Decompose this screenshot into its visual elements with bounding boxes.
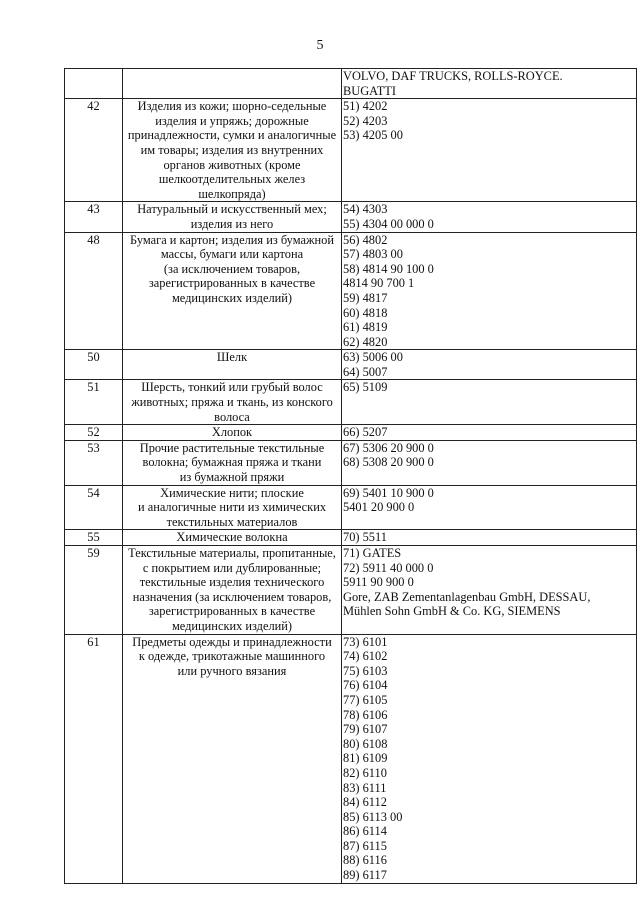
code-line: 61) 4819 bbox=[343, 320, 388, 335]
group-name-cell bbox=[123, 546, 342, 635]
table-row bbox=[65, 634, 637, 883]
codes-cell bbox=[342, 69, 637, 99]
code-line: 83) 6111 bbox=[343, 780, 387, 795]
group-name-line: Текстильные материалы, пропитанные, bbox=[128, 546, 336, 560]
codes-cell bbox=[342, 202, 637, 232]
code-line: 57) 4803 00 bbox=[343, 247, 403, 262]
group-name-line: им товары; изделия из внутренних bbox=[140, 142, 324, 157]
table-row bbox=[65, 99, 637, 202]
group-name-line: Химические нити; плоские bbox=[160, 485, 304, 500]
code-line: 85) 6113 00 bbox=[343, 809, 403, 824]
codes-cell bbox=[342, 546, 637, 635]
code-line: 69) 5401 10 900 0 bbox=[343, 485, 434, 500]
code-line: 73) 6101 bbox=[343, 634, 388, 649]
group-number-cell: 51 bbox=[65, 380, 123, 425]
code-line: 81) 6109 bbox=[343, 751, 388, 766]
codes-cell bbox=[342, 634, 637, 883]
code-line: 63) 5006 00 bbox=[343, 350, 403, 365]
group-name-cell bbox=[123, 530, 342, 546]
code-line: VOLVO, DAF TRUCKS, ROLLS-ROYCE. bbox=[343, 69, 563, 83]
group-number-cell: 61 bbox=[65, 634, 123, 883]
code-line: 76) 6104 bbox=[343, 678, 388, 693]
group-number-cell: 42 bbox=[65, 99, 123, 202]
group-name-line: медицинских изделий) bbox=[171, 290, 293, 305]
code-line: 62) 4820 bbox=[343, 334, 388, 349]
group-name-cell bbox=[123, 232, 342, 350]
group-number-cell: 55 bbox=[65, 530, 123, 546]
codes-cell bbox=[342, 425, 637, 441]
group-name-line: органов животных (кроме bbox=[163, 157, 301, 172]
group-number-cell: 54 bbox=[65, 485, 123, 530]
code-line: 66) 5207 bbox=[343, 425, 388, 440]
group-name-cell bbox=[123, 440, 342, 485]
group-number-cell: 48 bbox=[65, 232, 123, 350]
group-name-line: из бумажной пряжи bbox=[179, 470, 285, 485]
group-name-line: животных; пряжа и ткань, из конского bbox=[131, 395, 333, 410]
code-line: 56) 4802 bbox=[343, 232, 388, 247]
group-name-line: зарегистрированных в качестве bbox=[148, 604, 316, 619]
code-line: Gore, ZAB Zementanlagenbau GmbH, DESSAU, bbox=[343, 589, 591, 604]
code-line: 80) 6108 bbox=[343, 736, 388, 751]
code-line: 87) 6115 bbox=[343, 838, 387, 853]
group-name-line: волоса bbox=[214, 409, 250, 424]
code-line: 5911 90 900 0 bbox=[343, 575, 414, 590]
code-line: 53) 4205 00 bbox=[343, 128, 403, 143]
group-name-cell bbox=[123, 99, 342, 202]
group-number-cell: 52 bbox=[65, 425, 123, 441]
group-name-line: зарегистрированных в качестве bbox=[148, 276, 316, 291]
group-name-cell bbox=[123, 380, 342, 425]
code-line: 55) 4304 00 000 0 bbox=[343, 216, 434, 231]
table-row bbox=[65, 232, 637, 350]
group-number-cell: 43 bbox=[65, 202, 123, 232]
group-name-line: назначения (за исключением товаров, bbox=[132, 589, 332, 604]
code-line: 67) 5306 20 900 0 bbox=[343, 440, 434, 455]
codes-cell bbox=[342, 350, 637, 380]
goods-table bbox=[64, 68, 637, 884]
group-name-cell bbox=[123, 69, 342, 99]
code-line: 82) 6110 bbox=[343, 765, 387, 780]
group-name-line: принадлежности, сумки и аналогичные bbox=[127, 128, 337, 143]
codes-cell bbox=[342, 380, 637, 425]
code-line: Mühlen Sohn GmbH & Co. KG, SIEMENS bbox=[343, 604, 561, 619]
group-name-line: шелкопряда) bbox=[198, 186, 266, 201]
code-line: 86) 6114 bbox=[343, 824, 387, 839]
code-line: 64) 5007 bbox=[343, 364, 388, 379]
code-line: 74) 6102 bbox=[343, 649, 388, 664]
group-number-cell: 53 bbox=[65, 440, 123, 485]
group-name-line: Прочие растительные текстильные bbox=[139, 440, 325, 455]
code-line: 88) 6116 bbox=[343, 853, 387, 868]
code-line: 71) GATES bbox=[343, 546, 402, 560]
group-number-cell: 50 bbox=[65, 350, 123, 380]
group-name-line: текстильных материалов bbox=[166, 514, 298, 529]
group-name-line: Химические волокна bbox=[176, 530, 288, 545]
group-name-line: изделия из него bbox=[190, 216, 274, 231]
codes-cell bbox=[342, 530, 637, 546]
table-row bbox=[65, 350, 637, 380]
table-row bbox=[65, 425, 637, 441]
group-name-line: Хлопок bbox=[211, 425, 253, 440]
group-name-line: текстильные изделия технического bbox=[139, 575, 325, 590]
group-name-line: с покрытием или дублированные; bbox=[142, 560, 322, 575]
group-name-line: волокна; бумажная пряжа и ткани bbox=[142, 455, 322, 470]
code-line: 4814 90 700 1 bbox=[343, 276, 415, 291]
code-line: 75) 6103 bbox=[343, 663, 388, 678]
code-line: 60) 4818 bbox=[343, 305, 388, 320]
group-name-line: Изделия из кожи; шорно-седельные bbox=[137, 99, 327, 114]
table-row bbox=[65, 485, 637, 530]
group-name-line: шелкоотделительных желез bbox=[158, 172, 306, 187]
code-line: 65) 5109 bbox=[343, 380, 388, 395]
group-name-line: (за исключением товаров, bbox=[163, 261, 301, 276]
group-name-cell bbox=[123, 202, 342, 232]
code-line: 70) 5511 bbox=[343, 530, 387, 545]
group-name-line: Шерсть, тонкий или грубый волос bbox=[141, 380, 323, 395]
code-line: 78) 6106 bbox=[343, 707, 388, 722]
group-name-cell bbox=[123, 425, 342, 441]
code-line: 54) 4303 bbox=[343, 202, 388, 217]
group-name-cell bbox=[123, 634, 342, 883]
code-line: 68) 5308 20 900 0 bbox=[343, 455, 434, 470]
table-row bbox=[65, 202, 637, 232]
code-line: 72) 5911 40 000 0 bbox=[343, 560, 434, 575]
code-line: 84) 6112 bbox=[343, 795, 387, 810]
code-line: 5401 20 900 0 bbox=[343, 500, 415, 515]
code-line: 89) 6117 bbox=[343, 868, 387, 883]
group-name-line: Бумага и картон; изделия из бумажной bbox=[130, 232, 334, 247]
group-number-cell: 59 bbox=[65, 546, 123, 635]
group-name-cell bbox=[123, 350, 342, 380]
page-number: 5 bbox=[316, 38, 324, 53]
group-name-line: Предметы одежды и принадлежности bbox=[132, 634, 332, 649]
code-line: 51) 4202 bbox=[343, 99, 388, 114]
code-line: 77) 6105 bbox=[343, 692, 388, 707]
table-row bbox=[65, 69, 637, 99]
group-name-cell bbox=[123, 485, 342, 530]
code-line: 58) 4814 90 100 0 bbox=[343, 261, 434, 276]
code-line: 79) 6107 bbox=[343, 722, 388, 737]
group-name-line: Шелк bbox=[216, 350, 248, 365]
table-row bbox=[65, 380, 637, 425]
table-row bbox=[65, 530, 637, 546]
group-name-line: Натуральный и искусственный мех; bbox=[137, 202, 327, 217]
codes-cell bbox=[342, 485, 637, 530]
table-row bbox=[65, 546, 637, 635]
code-line: 59) 4817 bbox=[343, 290, 388, 305]
group-name-line: и аналогичные нити из химических bbox=[137, 500, 327, 515]
table-row bbox=[65, 440, 637, 485]
codes-cell bbox=[342, 440, 637, 485]
codes-cell bbox=[342, 99, 637, 202]
group-name-line: изделия и упряжь; дорожные bbox=[155, 113, 309, 128]
group-name-line: или ручного вязания bbox=[177, 663, 287, 678]
group-number-cell bbox=[65, 69, 123, 99]
group-name-line: к одежде, трикотажные машинного bbox=[138, 649, 326, 664]
group-name-line: массы, бумаги или картона bbox=[160, 247, 304, 262]
code-line: BUGATTI bbox=[343, 83, 396, 98]
group-name-line: медицинских изделий) bbox=[171, 618, 293, 633]
code-line: 52) 4203 bbox=[343, 113, 388, 128]
codes-cell bbox=[342, 232, 637, 350]
